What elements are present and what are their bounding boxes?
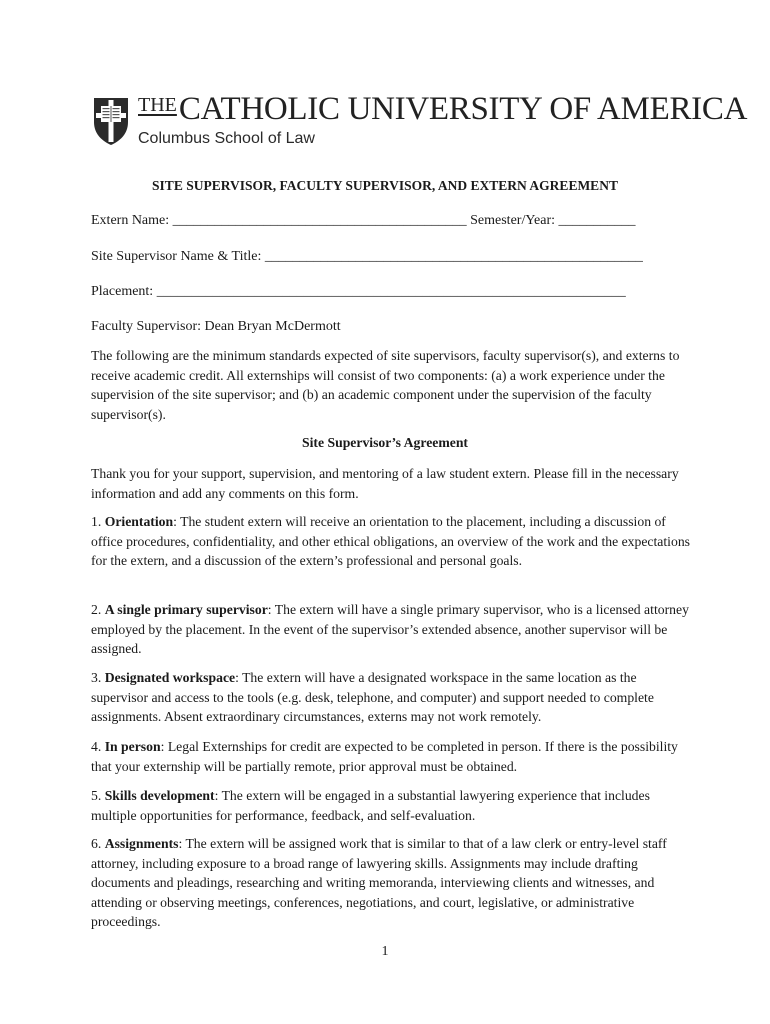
item-number: 1.	[91, 514, 105, 529]
list-item	[91, 737, 691, 776]
extern-name-field: Extern Name: __________________________________________ Semester/Year: ___________	[91, 213, 636, 228]
item-term: Assignments	[104, 836, 179, 851]
page-number: 1	[381, 944, 389, 959]
item-text: : The extern will be assigned work that is similar to that of a law clerk or entry-level staff attorney, including exposure to a broad range of lawyering skills. Assignments may include drafting documents and pleadings, researching and writing memoranda, interviewing clients and witnesses, and attending or observing meetings, conferences, negotiations, and court, legislative, or administrative proceedings.	[91, 836, 667, 930]
university-name-the: THE	[138, 94, 177, 116]
item-number: 3.	[91, 670, 105, 685]
list-item	[91, 600, 691, 659]
placement-field: Placement: ___________________________________________________________________	[91, 284, 626, 299]
section-heading: Site Supervisor’s Agreement	[302, 435, 468, 450]
list-item	[91, 786, 691, 825]
item-term: A single primary supervisor	[104, 602, 268, 617]
university-name-main: CATHOLIC UNIVERSITY OF AMERICA	[178, 91, 748, 127]
document-title: SITE SUPERVISOR, FACULTY SUPERVISOR, AND EXTERN AGREEMENT	[152, 178, 618, 193]
item-number: 5.	[91, 788, 105, 803]
list-item	[91, 834, 691, 932]
university-crest-icon	[92, 96, 130, 146]
thanks-paragraph: Thank you for your support, supervision, and mentoring of a law student extern. Please fill in the necessary information and add any comments on this form.	[91, 466, 679, 501]
list-item	[91, 668, 691, 727]
item-term: Skills development	[104, 788, 215, 803]
university-name	[138, 92, 747, 130]
item-text: : The student extern will receive an orientation to the placement, including a discussion of office procedures, confidentiality, and other ethical obligations, an overview of the work and the expectations for the extern, and a discussion of the extern’s professional and personal goals.	[91, 514, 691, 569]
list-item	[91, 512, 691, 571]
item-term: Designated workspace	[104, 670, 236, 685]
item-text: : The extern will have a single primary supervisor, who is a licensed attorney employed by the placement. In the event of the supervisor’s extended absence, another supervisor will be assigned.	[91, 602, 689, 657]
school-name: Columbus School of Law	[138, 130, 315, 147]
item-text: : The extern will be engaged in a substantial lawyering experience that includes multiple opportunities for performance, feedback, and self-evaluation.	[91, 788, 650, 823]
item-number: 6.	[91, 836, 105, 851]
faculty-supervisor-field: Faculty Supervisor: Dean Bryan McDermott	[91, 319, 341, 334]
item-number: 4.	[91, 739, 105, 754]
item-text: : The extern will have a designated workspace in the same location as the supervisor and access to the tools (e.g. desk, telephone, and computer) and support needed to complete assignments. Absent extraordinary circumstances, externs may not work remotely.	[91, 670, 654, 725]
university-logo	[92, 91, 748, 152]
item-number: 2.	[91, 602, 105, 617]
item-term: In person	[104, 739, 161, 754]
intro-paragraph: The following are the minimum standards expected of site supervisors, faculty supervisor(s), and externs to receive academic credit. All externships will consist of two components: (a) a work experience under the supervision of the site supervisor; and (b) an academic component under the supervision of the faculty supervisor(s).	[91, 348, 680, 422]
item-term: Orientation	[104, 514, 174, 529]
item-text: : Legal Externships for credit are expected to be completed in person. If there is the possibility that your externship will be partially remote, prior approval must be obtained.	[91, 739, 678, 774]
site-supervisor-field: Site Supervisor Name & Title: ______________________________________________________	[91, 249, 643, 264]
